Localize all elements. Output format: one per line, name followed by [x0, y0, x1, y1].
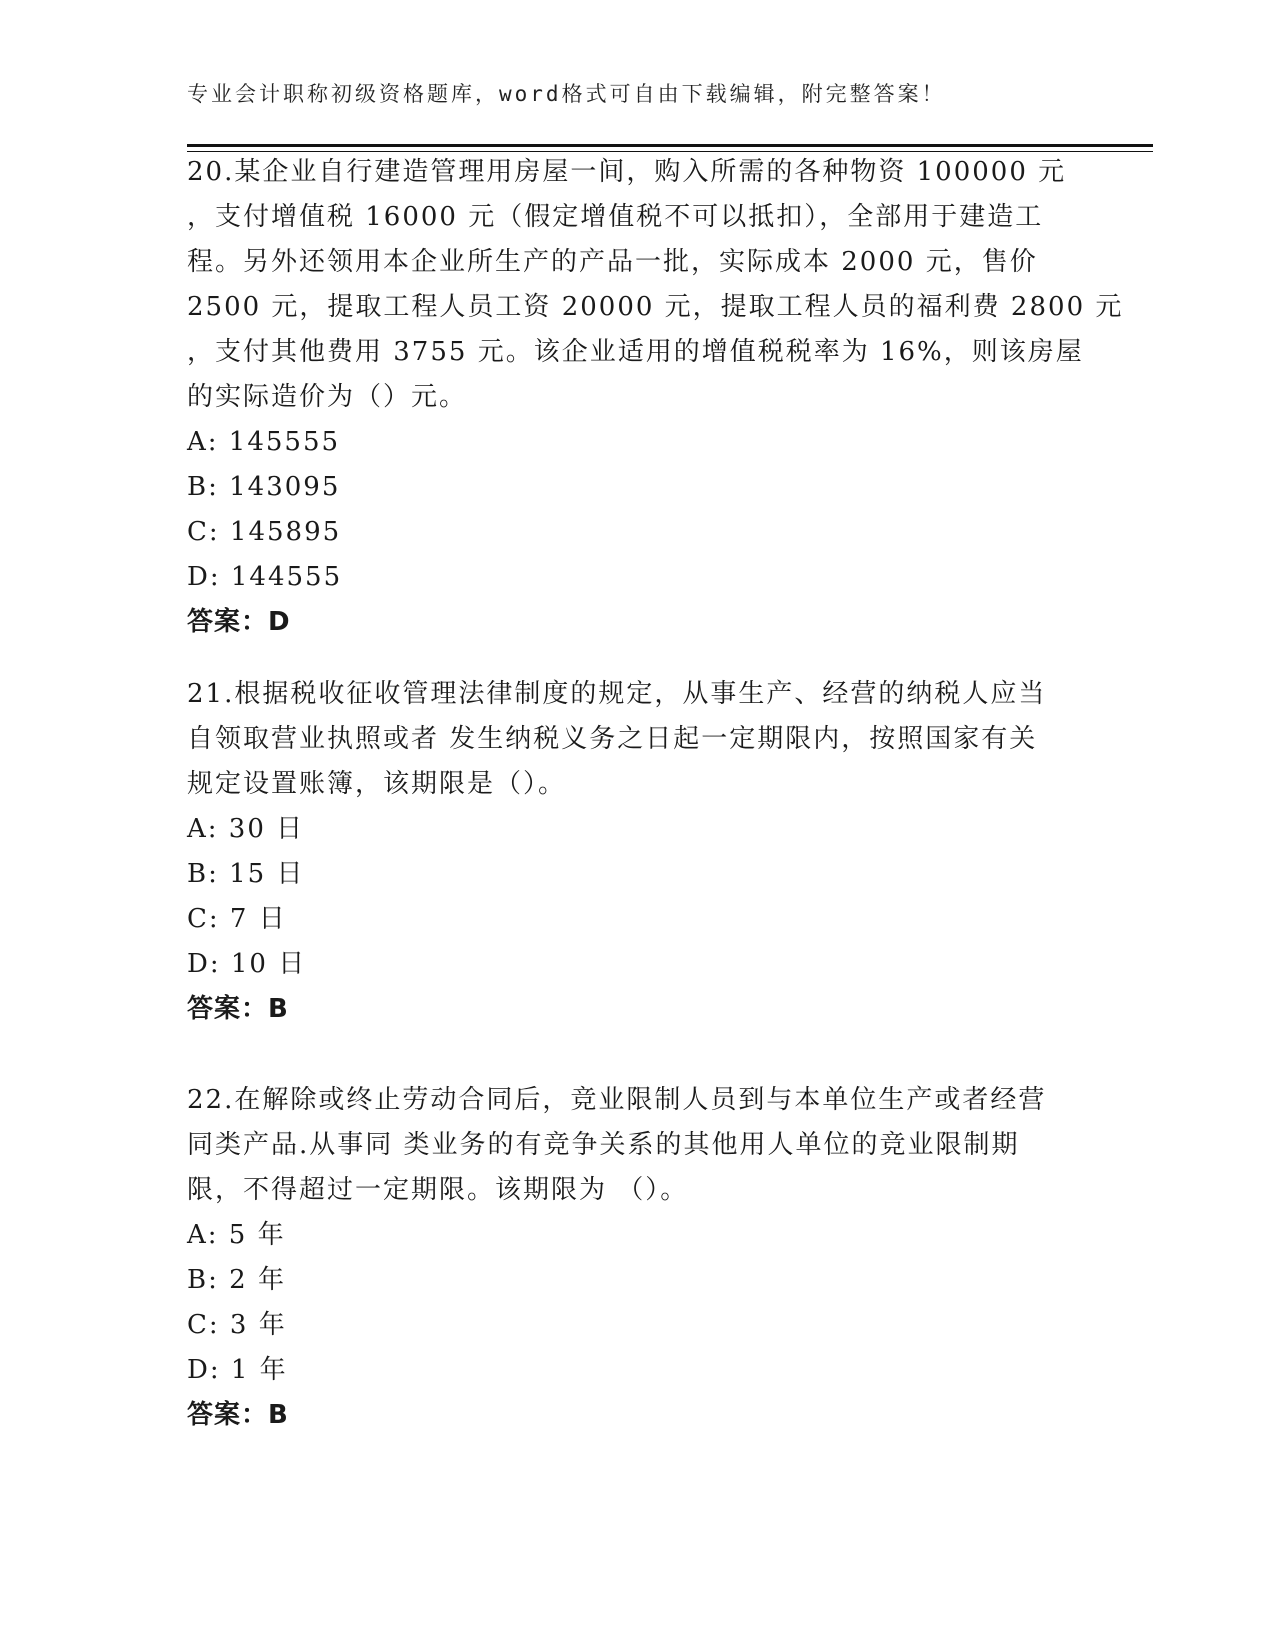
option-a: A: 145555 [187, 427, 341, 457]
option-c: C: 145895 [187, 517, 342, 547]
question-text-line: ，支付其他费用 3755 元。该企业适用的增值税税率为 16%，则该房屋 [187, 337, 1084, 367]
option-a: A: 30 日 [187, 814, 305, 844]
question-text-line: 程。另外还领用本企业所生产的产品一批，实际成本 2000 元，售价 [187, 247, 1038, 277]
question-20 [187, 150, 1124, 645]
question-text-line: 规定设置账簿，该期限是（）。 [187, 769, 567, 799]
option-b: B: 2 年 [187, 1265, 286, 1295]
question-text-line: 21.根据税收征收管理法律制度的规定，从事生产、经营的纳税人应当 [187, 679, 1047, 709]
question-text-line: 的实际造价为（）元。 [187, 382, 468, 412]
option-d: D: 1 年 [187, 1355, 288, 1385]
question-text-line: 自领取营业执照或者 发生纳税义务之日起一定期限内，按照国家有关 [187, 724, 1038, 754]
option-c: C: 3 年 [187, 1310, 287, 1340]
option-b: B: 143095 [187, 472, 341, 502]
question-text-line: 2500 元，提取工程人员工资 20000 元，提取工程人员的福利费 2800 元 [187, 292, 1124, 322]
question-text-line: ，支付增值税 16000 元（假定增值税不可以抵扣），全部用于建造工 [187, 202, 1044, 232]
option-d: D: 10 日 [187, 949, 307, 979]
header-rule-thick [187, 144, 1153, 147]
page-header: 专业会计职称初级资格题库，word格式可自由下载编辑，附完整答案！ [187, 82, 946, 106]
option-c: C: 7 日 [187, 904, 287, 934]
answer: 答案：B [187, 1400, 289, 1430]
question-21 [187, 672, 1087, 1032]
question-text-line: 20.某企业自行建造管理用房屋一间，购入所需的各种物资 100000 元 [187, 157, 1067, 187]
answer: 答案：B [187, 994, 289, 1024]
option-d: D: 144555 [187, 562, 343, 592]
question-22 [187, 1078, 1087, 1438]
question-text-line: 同类产品.从事同 类业务的有竞争关系的其他用人单位的竞业限制期 [187, 1130, 1020, 1160]
question-text-line: 限，不得超过一定期限。该期限为 （）。 [187, 1175, 689, 1205]
option-a: A: 5 年 [187, 1220, 286, 1250]
option-b: B: 15 日 [187, 859, 305, 889]
question-text-line: 22.在解除或终止劳动合同后，竞业限制人员到与本单位生产或者经营 [187, 1085, 1047, 1115]
answer: 答案：D [187, 607, 291, 637]
